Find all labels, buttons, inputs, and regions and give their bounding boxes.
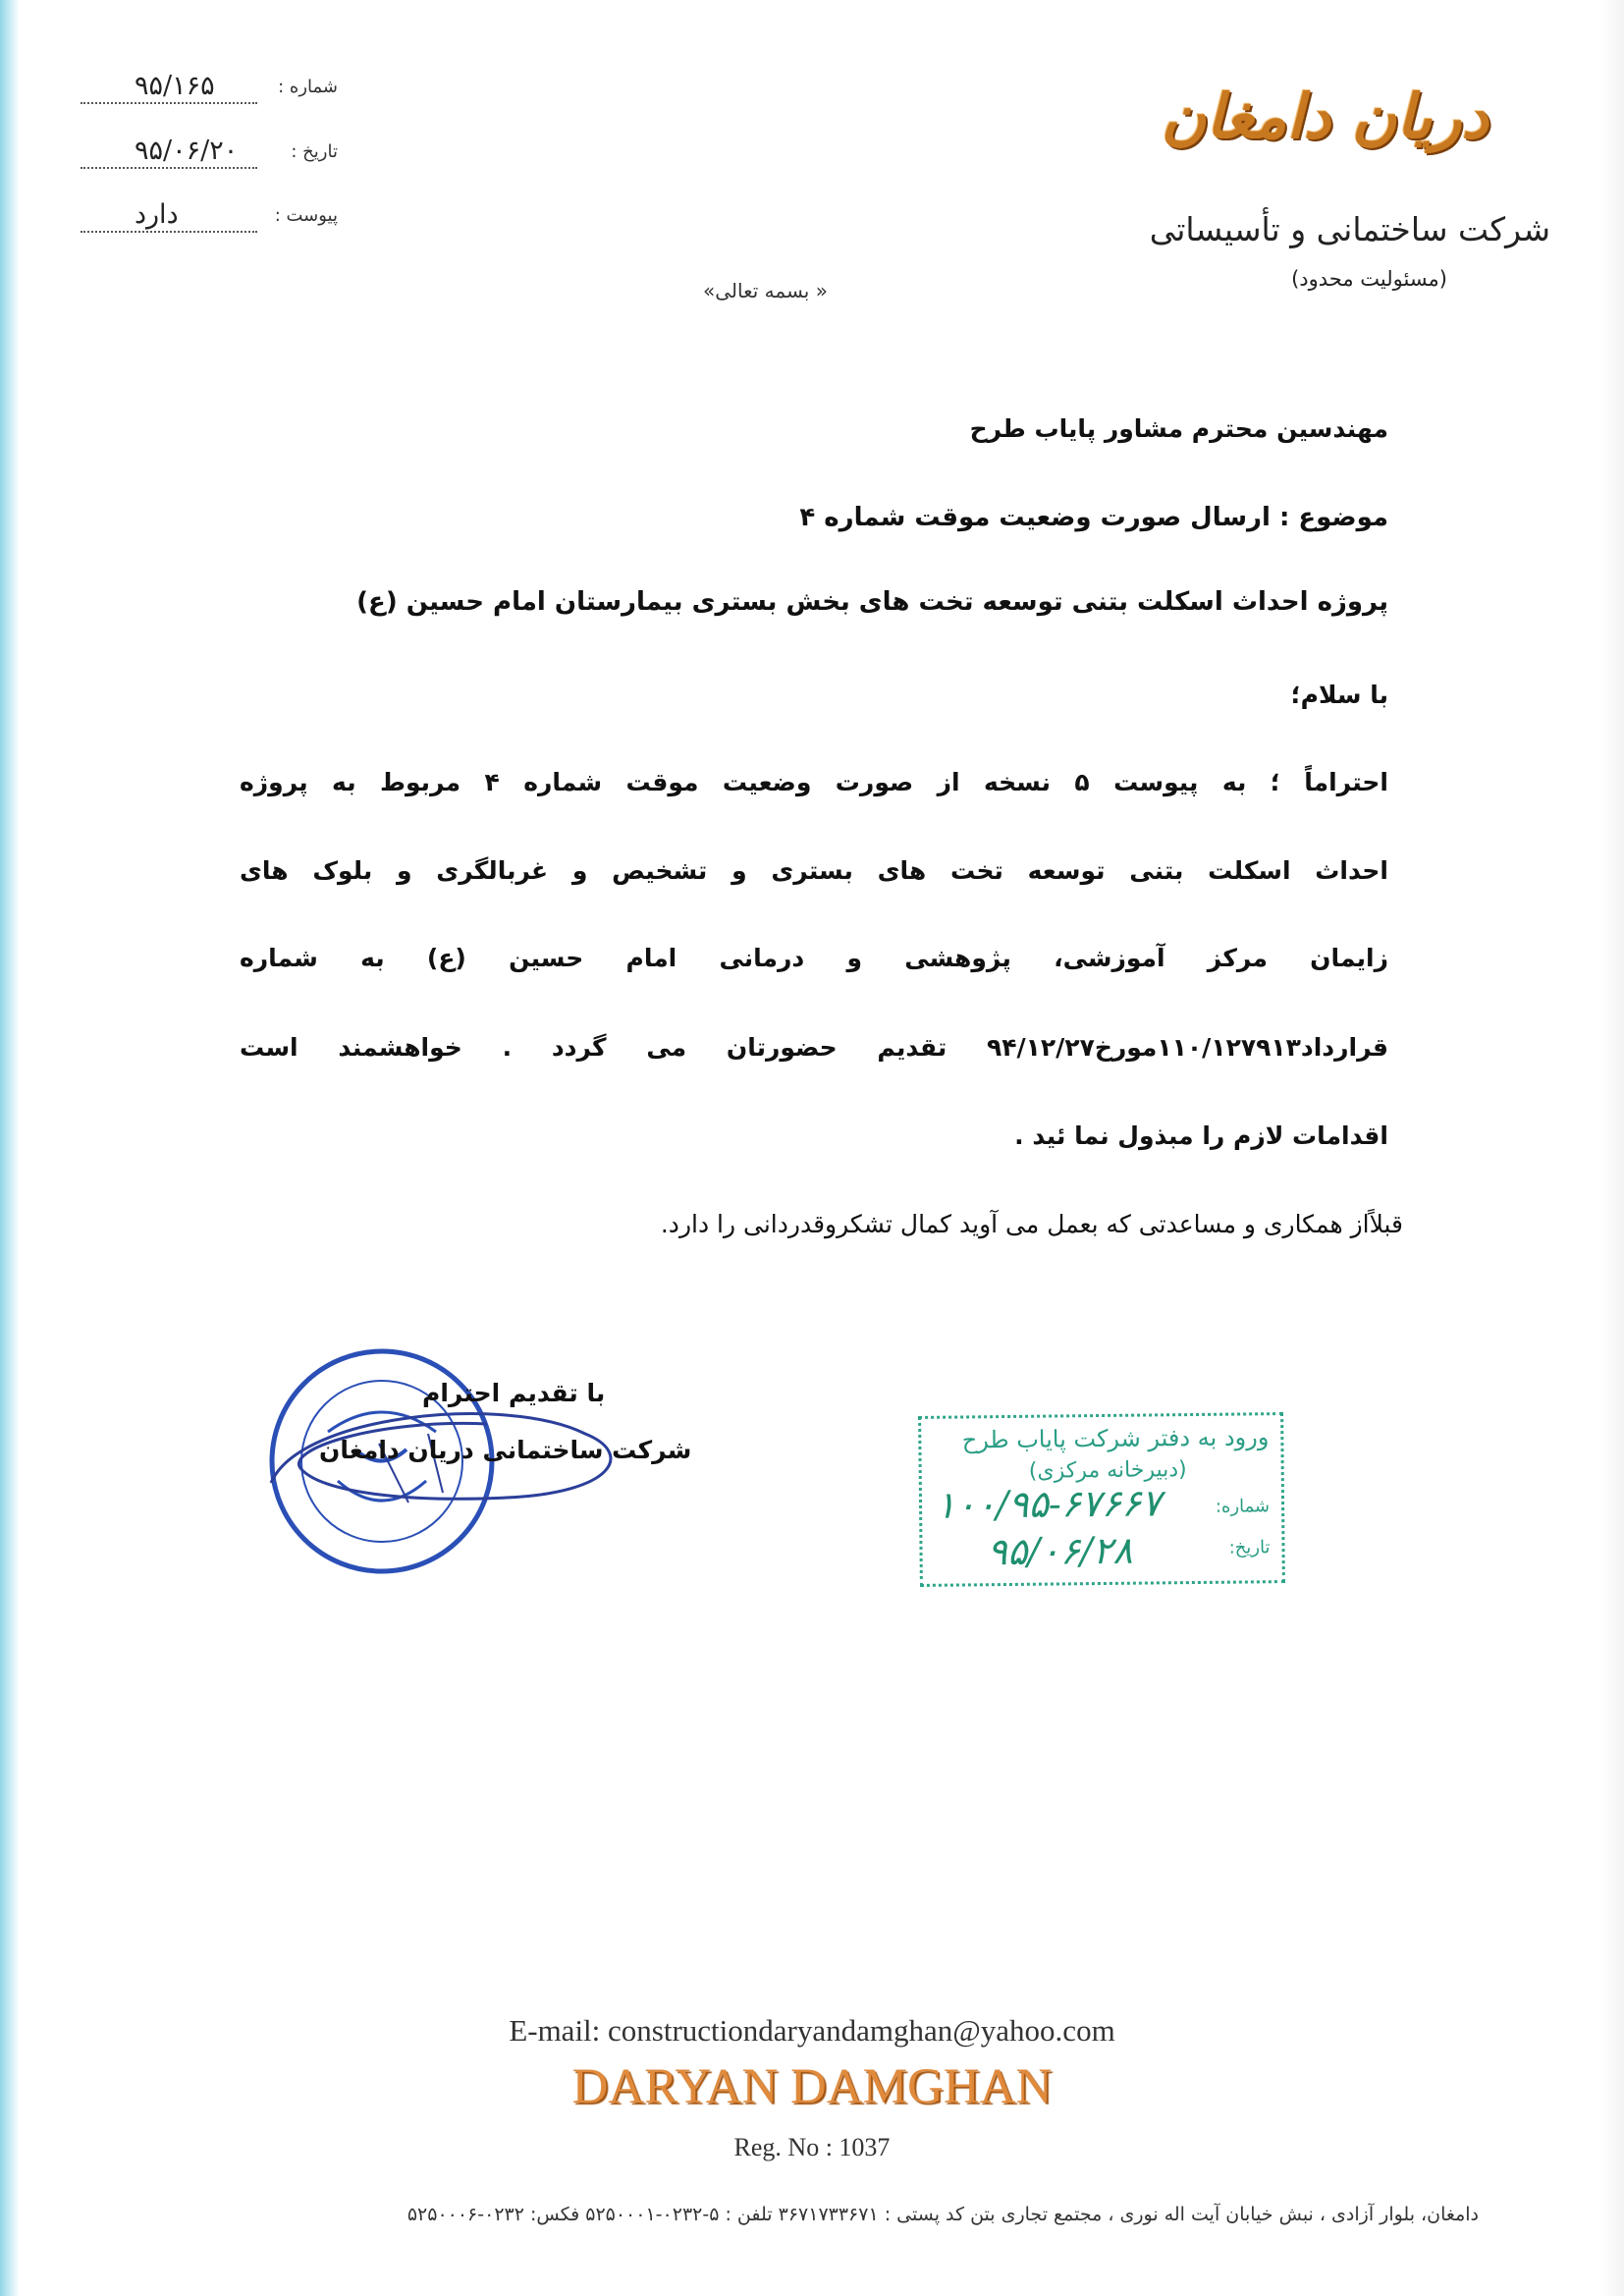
dotted-line: [81, 167, 257, 169]
closing-line: قبلاًاز همکاری و مساعدتی که بعمل می آوید کمال تشکروقدردانی را دارد.: [660, 1210, 1403, 1238]
company-type: شرکت ساختمانی و تأسیساتی: [1149, 210, 1550, 248]
signature-regards: با تقدیم احترام: [422, 1379, 606, 1407]
letter-number-field: [81, 71, 338, 114]
received-stamp-number-label: شماره:: [1215, 1496, 1271, 1517]
signature-company: شرکت ساختمانی دریان دامغان: [319, 1436, 692, 1464]
letter-number-label: شماره :: [278, 77, 338, 97]
paragraph-line: قرارداد۱۱۰/۱۲۷۹۱۳مورخ۹۴/۱۲/۲۷ تقدیم حضورتان می گردد . خواهشمند است: [240, 1033, 1388, 1062]
paragraph-line: احتراماً ؛ به پیوست ۵ نسخه از صورت وضعیت موقت شماره ۴ مربوط به پروژه: [240, 768, 1388, 796]
company-liability: (مسئولیت محدود): [1291, 267, 1447, 291]
letter-attachment-label: پیوست :: [274, 205, 338, 226]
letter-number-value: ۹۵/۱۶۵: [135, 71, 215, 101]
bismillah: « بسمه تعالی»: [703, 279, 828, 302]
dotted-line: [81, 231, 257, 233]
received-stamp-title: ورود به دفتر شرکت پایاب طرح: [961, 1423, 1270, 1454]
footer-address: دامغان، بلوار آزادی ، نبش خیابان آیت اله نوری ، مجتمع تجاری بتن کد پستی : ۳۶۷۱۷۳۳۶۷۱ تلفن : ۵-۰۲۳۲-۵۲۵۰۰۰۱ فکس: ۰۲۳۲-۵۲۵۰۰۰۶: [406, 2204, 1479, 2225]
paragraph-line: زایمان مرکز آموزشی، پژوهشی و درمانی امام حسین (ع) به شماره: [240, 944, 1388, 972]
letter-attachment-value: دارد: [135, 199, 179, 230]
addressee: مهندسین محترم مشاور پایاب طرح: [969, 414, 1388, 443]
company-logo: دریان دامغان: [1161, 81, 1489, 152]
letter-date-field: [81, 136, 338, 179]
footer-registration: Reg. No : 1037: [733, 2133, 891, 2161]
received-stamp-subtitle: (دبیرخانه مرکزی): [1028, 1457, 1187, 1484]
paragraph-line: احداث اسکلت بتنی توسعه تخت های بستری و تشخیص و غربالگری و بلوک های: [240, 856, 1388, 885]
dotted-line: [81, 102, 257, 104]
footer-email: E-mail: constructiondaryandamghan@yahoo.com: [509, 2013, 1115, 2048]
footer-brand: DARYAN DAMGHAN: [571, 2059, 1053, 2114]
paragraph-line: اقدامات لازم را مبذول نما ئید .: [1014, 1121, 1388, 1150]
project-title: پروژه احداث اسکلت بتنی توسعه تخت های بخش بستری بیمارستان امام حسین (ع): [356, 587, 1388, 617]
received-stamp-date: ۹۵/۰۶/۲۸: [987, 1528, 1133, 1574]
subject-line: موضوع : ارسال صورت وضعیت موقت شماره ۴: [799, 503, 1388, 532]
letter-date-label: تاریخ :: [291, 141, 338, 162]
letter-attachment-field: [81, 199, 338, 243]
received-stamp: [918, 1412, 1285, 1587]
greeting: با سلام؛: [1290, 681, 1388, 709]
received-stamp-number: ۱۰۰/۹۵-۶۷۶۶۷: [935, 1481, 1163, 1527]
received-stamp-date-label: تاریخ:: [1228, 1537, 1271, 1558]
letter-date-value: ۹۵/۰۶/۲۰: [135, 136, 239, 166]
